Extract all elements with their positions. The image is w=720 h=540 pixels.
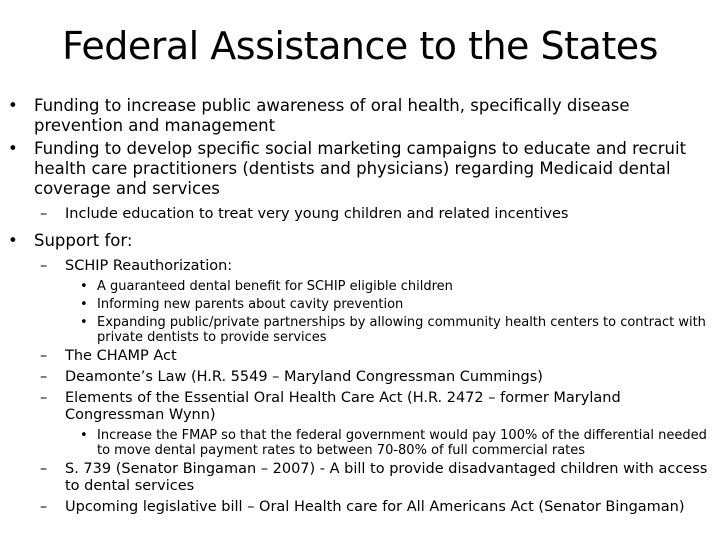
sub-bullet-3-3-text: Deamonte’s Law (H.R. 5549 – Maryland Congressman Cummings) bbox=[65, 369, 543, 385]
bullet-dot-icon: • bbox=[80, 297, 88, 312]
bullet-dot-icon: • bbox=[8, 231, 18, 250]
sub-bullet-3-1-text: SCHIP Reauthorization: bbox=[65, 258, 233, 274]
dash-icon: – bbox=[40, 461, 48, 477]
bullet-dot-icon: • bbox=[8, 96, 18, 115]
dash-icon: – bbox=[40, 499, 48, 515]
sub-bullet-3-1 bbox=[0, 258, 720, 275]
sub-sub-bullet bbox=[0, 315, 720, 345]
sub-bullet-3-3 bbox=[0, 369, 720, 386]
dash-icon: – bbox=[40, 348, 48, 364]
sub-bullet-3-2-text: The CHAMP Act bbox=[65, 348, 177, 364]
slide-body bbox=[0, 96, 720, 520]
bullet-1-text: Funding to increase public awareness of oral health, specifically disease prevention and management bbox=[34, 96, 630, 135]
sub-bullet-3-4-text: Elements of the Essential Oral Health Care Act (H.R. 2472 – former Maryland Congressman Wynn) bbox=[65, 390, 621, 423]
sub-sub-bullet-text: Informing new parents about cavity prevention bbox=[97, 297, 404, 312]
bullet-dot-icon: • bbox=[80, 428, 88, 443]
bullet-dot-icon: • bbox=[8, 139, 18, 158]
sub-bullet-3-4 bbox=[0, 390, 720, 424]
sub-sub-bullet bbox=[0, 428, 720, 458]
sub-sub-bullet-text: Increase the FMAP so that the federal government would pay 100% of the differential needed to move dental payment rates to between 70-80% of full commercial rates bbox=[97, 428, 707, 458]
bullet-2-text: Funding to develop specific social marketing campaigns to educate and recruit health care practitioners (dentists and physicians) regarding Medicaid dental coverage and services bbox=[34, 139, 687, 198]
bullet-3-text: Support for: bbox=[34, 231, 133, 250]
bullet-1 bbox=[0, 96, 720, 136]
dash-icon: – bbox=[40, 390, 48, 406]
bullet-3 bbox=[0, 231, 720, 251]
sub-bullet-2-1 bbox=[0, 206, 720, 223]
sub-bullet-2-1-text: Include education to treat very young children and related incentives bbox=[65, 206, 569, 222]
bullet-dot-icon: • bbox=[80, 279, 88, 294]
sub-bullet-3-6-text: Upcoming legislative bill – Oral Health care for All Americans Act (Senator Bingaman) bbox=[65, 499, 685, 515]
sub-bullet-3-5-text: S. 739 (Senator Bingaman – 2007) - A bill to provide disadvantaged children with access to dental services bbox=[65, 461, 708, 494]
sub-bullet-3-2 bbox=[0, 348, 720, 365]
sub-sub-bullet bbox=[0, 279, 720, 294]
dash-icon: – bbox=[40, 258, 48, 274]
dash-icon: – bbox=[40, 206, 48, 222]
sub-bullet-3-5 bbox=[0, 461, 720, 495]
sub-sub-bullet-text: Expanding public/private partnerships by allowing community health centers to contract with private dentists to provide services bbox=[97, 315, 706, 345]
slide-title: Federal Assistance to the States bbox=[62, 24, 658, 68]
bullet-2 bbox=[0, 139, 720, 199]
sub-bullet-3-6 bbox=[0, 499, 720, 516]
dash-icon: – bbox=[40, 369, 48, 385]
bullet-dot-icon: • bbox=[80, 315, 88, 330]
sub-sub-bullet-text: A guaranteed dental benefit for SCHIP eligible children bbox=[97, 279, 453, 294]
sub-sub-bullet bbox=[0, 297, 720, 312]
